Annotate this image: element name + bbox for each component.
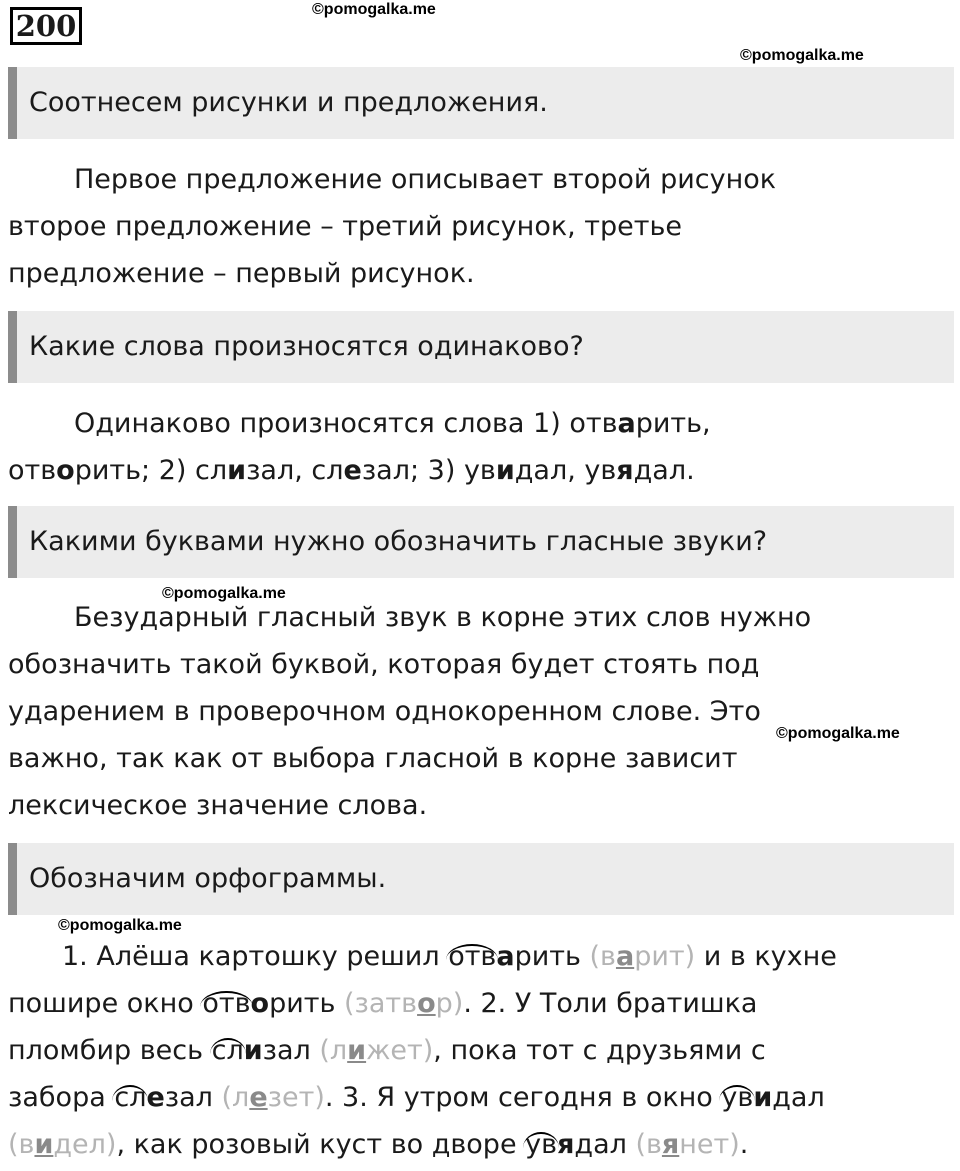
watermark: ©pomogalka.me xyxy=(312,1,436,18)
stressed-vowel: е xyxy=(343,455,362,486)
check-vowel: и xyxy=(34,1129,54,1160)
text-segment: отв xyxy=(8,455,57,486)
text-segment: . 2. У Толи братишка xyxy=(463,988,758,1019)
check-word: дел) xyxy=(53,1129,117,1160)
text-segment: 1. Алёша картошку решил xyxy=(62,941,449,972)
word-root: сл xyxy=(211,1035,244,1066)
question-bar: Соотнесем рисунки и предложения. xyxy=(8,67,954,139)
text-segment: дал. xyxy=(633,455,695,486)
check-word: жет) xyxy=(366,1035,434,1066)
answer-line: лексическое значение слова. xyxy=(8,790,428,821)
watermark: ©pomogalka.me xyxy=(740,47,864,64)
check-word: зет) xyxy=(267,1082,325,1113)
stressed-vowel: о xyxy=(250,988,270,1019)
stressed-vowel: я xyxy=(616,455,634,486)
word-root: ув xyxy=(721,1082,754,1113)
stressed-vowel: е xyxy=(146,1082,165,1113)
text-segment: дал xyxy=(772,1082,825,1113)
check-word: (в xyxy=(580,941,616,972)
stressed-vowel: и xyxy=(227,455,247,486)
stressed-vowel: и xyxy=(495,455,515,486)
stressed-vowel: и xyxy=(753,1082,773,1113)
text-segment: . xyxy=(739,1129,749,1160)
check-word: (л xyxy=(310,1035,348,1066)
text-segment: забора xyxy=(8,1082,115,1113)
text-segment: . 3. Я утром сегодня в окно xyxy=(324,1082,722,1113)
text-segment: рить; 2) сл xyxy=(74,455,228,486)
answer-line xyxy=(8,980,954,1027)
answer-line: Первое предложение описывает второй рисунок xyxy=(74,164,777,195)
question-bar: Обозначим орфограммы. xyxy=(8,843,954,915)
text-segment: и в кухне xyxy=(695,941,837,972)
check-word: (в xyxy=(626,1129,662,1160)
word-root: отв xyxy=(448,941,497,972)
text-segment: пломбир весь xyxy=(8,1035,212,1066)
check-word: нет) xyxy=(679,1129,740,1160)
check-vowel: о xyxy=(417,988,436,1019)
check-word: рит) xyxy=(634,941,696,972)
answer-line xyxy=(8,933,954,980)
answer-paragraph xyxy=(8,933,954,1168)
answer-line: важно, так как от выбора гласной в корне зависит xyxy=(8,743,738,774)
answer-paragraph xyxy=(8,594,954,829)
stressed-vowel: я xyxy=(557,1129,575,1160)
stressed-vowel: о xyxy=(56,455,75,486)
watermark: ©pomogalka.me xyxy=(776,725,900,742)
text-segment: зал xyxy=(164,1082,213,1113)
answer-paragraph xyxy=(8,400,954,494)
text-segment: зал xyxy=(262,1035,311,1066)
answer-line xyxy=(8,1121,954,1168)
stressed-vowel: а xyxy=(617,408,636,439)
text-segment: дал xyxy=(574,1129,627,1160)
text-segment: зал, сл xyxy=(246,455,344,486)
text-segment: рить, xyxy=(635,408,711,439)
text-segment: рить xyxy=(514,941,581,972)
answer-line xyxy=(8,447,954,494)
answer-line: Безударный гласный звук в корне этих слов нужно xyxy=(74,602,812,633)
answer-line xyxy=(8,1027,954,1074)
question-bar: Какие слова произносятся одинаково? xyxy=(8,311,954,383)
text-segment: рить xyxy=(269,988,336,1019)
answer-line: предложение – первый рисунок. xyxy=(8,258,475,289)
text-segment: дал, ув xyxy=(514,455,617,486)
watermark: ©pomogalka.me xyxy=(162,585,286,602)
answer-line xyxy=(8,400,954,447)
answer-line xyxy=(8,1074,954,1121)
question-bar: Какими буквами нужно обозначить гласные звуки? xyxy=(8,506,954,578)
check-word: (затв xyxy=(335,988,418,1019)
answer-paragraph xyxy=(8,156,954,297)
check-vowel: я xyxy=(661,1129,680,1160)
check-word: р) xyxy=(435,988,464,1019)
answer-line: ударением в проверочном однокоренном слове. Это xyxy=(8,696,761,727)
check-vowel: и xyxy=(347,1035,367,1066)
text-segment: Одинаково произносятся слова 1) отв xyxy=(74,408,618,439)
check-word: (л xyxy=(212,1082,250,1113)
stressed-vowel: а xyxy=(496,941,515,972)
text-segment: , пока тот с друзьями с xyxy=(433,1035,766,1066)
word-root: отв xyxy=(202,988,251,1019)
check-vowel: а xyxy=(615,941,635,972)
answer-line: обозначить такой буквой, которая будет стоять под xyxy=(8,649,760,680)
text-segment: зал; 3) ув xyxy=(361,455,496,486)
text-segment: пошире окно xyxy=(8,988,203,1019)
task-number: 200 xyxy=(10,7,82,45)
word-root: сл xyxy=(114,1082,147,1113)
word-root: ув xyxy=(525,1129,558,1160)
check-word: (в xyxy=(8,1129,35,1160)
watermark: ©pomogalka.me xyxy=(58,917,182,934)
text-segment: , как розовый куст во дворе xyxy=(116,1129,526,1160)
answer-line: второе предложение – третий рисунок, третье xyxy=(8,211,683,242)
check-vowel: е xyxy=(249,1082,268,1113)
stressed-vowel: и xyxy=(243,1035,263,1066)
